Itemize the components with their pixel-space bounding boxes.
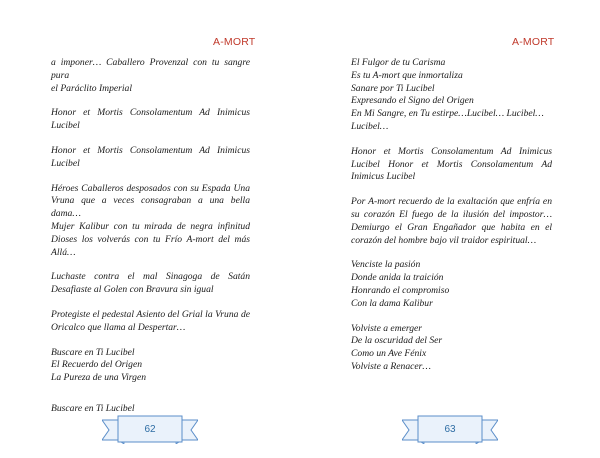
paragraph — [51, 145, 250, 171]
text-line: Venciste la pasión — [351, 259, 421, 271]
page-number-ribbon — [402, 414, 498, 444]
text-line: Luchaste contra el mal Sinagoga de Satán — [51, 271, 250, 283]
body-text — [51, 57, 250, 416]
text-line: Lucibel… — [351, 120, 389, 132]
text-line: su corazón El fuego de la ilusión del impostor… — [351, 208, 552, 220]
running-header: A-MORT — [512, 36, 555, 48]
text-line: Héroes Caballeros desposados con su Espada Una — [51, 182, 250, 194]
text-line: Vruna que a veces consagraban a una bella dama… — [51, 195, 250, 220]
text-line: Oricalco que llama al Despertar… — [51, 321, 186, 333]
text-line: Honor et Mortis Consolamentum Ad Inimicus — [351, 145, 552, 157]
text-line: Protegiste el pedestal Asiento del Grial la Vruna de — [51, 308, 250, 320]
paragraph — [51, 271, 250, 297]
text-line: Lucibel Honor et Mortis Consolamentum Ad — [351, 158, 552, 170]
body-text — [351, 57, 552, 374]
text-line: Sanare por Ti Lucibel — [351, 82, 435, 94]
text-line: Desafiaste al Golen con Bravura sin igual — [51, 284, 214, 296]
text-line: Honor et Mortis Consolamentum Ad Inimicus — [51, 144, 250, 156]
paragraph — [51, 347, 250, 385]
text-line: Es tu A-mort que inmortaliza — [351, 69, 463, 81]
text-line: corazón del hombre bajo vil traidor espiritual… — [351, 234, 537, 246]
text-line: La Pureza de una Virgen — [51, 372, 147, 384]
text-line: Buscare en Ti Lucibel — [51, 402, 135, 414]
text-line: Lucibel — [51, 157, 80, 169]
text-line: Buscare en Ti Lucibel — [51, 346, 135, 358]
page-number-ribbon — [102, 414, 198, 444]
paragraph — [51, 107, 250, 133]
text-line: El Fulgor de tu Carisma — [351, 57, 446, 68]
paragraph — [51, 309, 250, 335]
paragraph — [351, 196, 552, 247]
text-line: Por A-mort recuerdo de la exaltación que enfría en — [351, 196, 552, 208]
paragraph — [351, 259, 552, 310]
text-line: Donde anida la traición — [351, 272, 444, 284]
text-line: Dioses los volverás con tu Frío A-mort del más — [51, 233, 250, 245]
text-line: a imponer… Caballero Provenzal con tu sangre pura — [51, 57, 250, 81]
text-line: En Mi Sangre, en Tu estirpe…Lucibel… Lucibel… — [351, 108, 544, 120]
right-page — [300, 0, 600, 458]
page-number: 63 — [444, 424, 456, 435]
text-line: Honrando el compromiso — [351, 284, 450, 296]
page-number: 62 — [144, 424, 156, 435]
text-line: Expresando el Signo del Origen — [351, 95, 474, 107]
running-header: A-MORT — [213, 36, 256, 48]
text-line: Como un Ave Fénix — [351, 348, 427, 360]
text-line: el Paráclito Imperial — [51, 82, 132, 94]
paragraph — [51, 57, 250, 95]
text-line: De la oscuridad del Ser — [351, 335, 443, 347]
text-line: El Recuerdo del Origen — [51, 359, 143, 371]
text-line: Demiurgo el Gran Engañador que habita en el — [351, 221, 552, 233]
paragraph — [351, 57, 552, 134]
paragraph — [351, 146, 552, 184]
paragraph — [51, 183, 250, 260]
text-line: Volviste a emerger — [351, 322, 423, 334]
text-line: Volviste a Renacer… — [351, 360, 431, 372]
text-line: Con la dama Kalibur — [351, 297, 433, 309]
text-line: Honor et Mortis Consolamentum Ad Inimicus — [51, 107, 250, 119]
text-line: Inimicus Lucibel — [351, 171, 416, 183]
text-line: Lucibel — [51, 120, 80, 132]
paragraph — [351, 323, 552, 374]
text-line: Mujer Kalibur con tu mirada de negra infinitud — [51, 220, 250, 232]
text-line: Allá… — [51, 246, 76, 258]
